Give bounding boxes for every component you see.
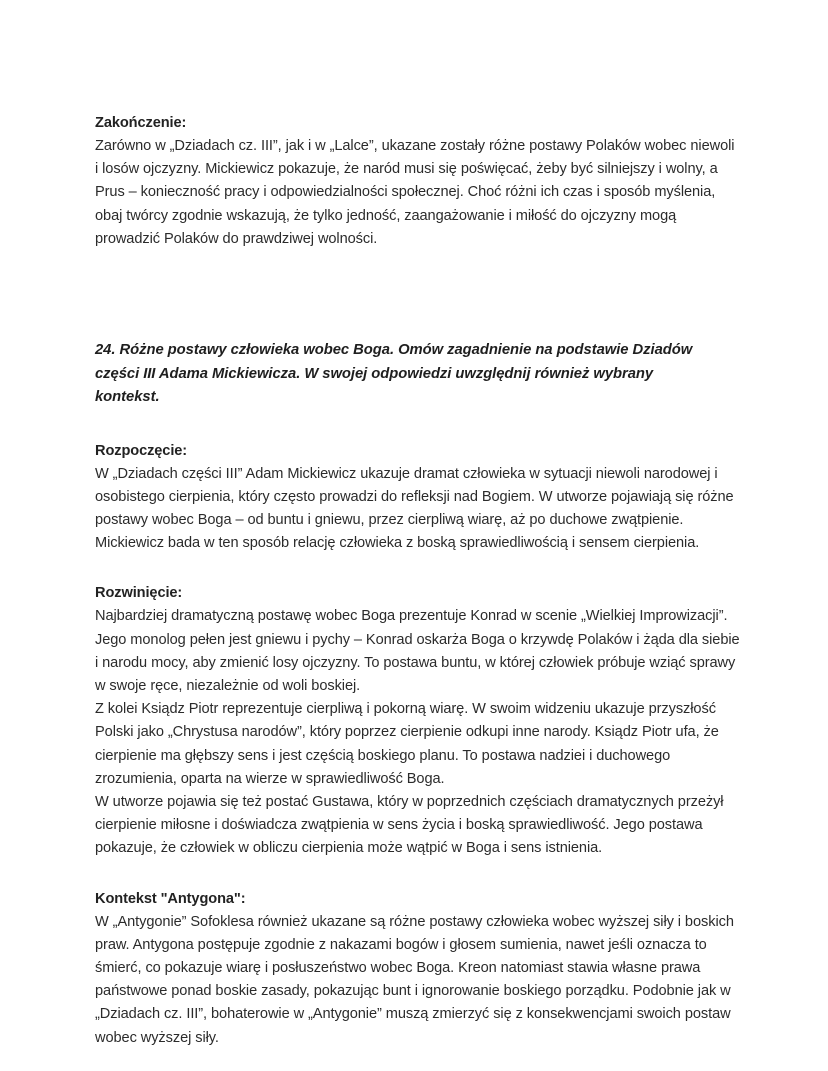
conclusion-paragraph: Zarówno w „Dziadach cz. III”, jak i w „Lalce”, ukazane zostały różne postawy Polaków wobec niewoli i losów ojczyzny. Mickiewicz pokazuje, że naród musi się poświęcać, żeby być silniejszy i wolny, a Prus – konieczność pracy i odpowiedzialności społecznej. Choć różni ich czas i sposób myślenia, obaj twórcy zgodnie wskazują, że tylko jedność, zaangażowanie i miłość do ojczyzny mogą prowadzić Polaków do prawdziwej wolności. xyxy=(95,138,735,247)
opening-paragraph: W „Dziadach części III” Adam Mickiewicz ukazuje dramat człowieka w sytuacji niewoli narodowej i osobistego cierpienia, który często prowadzi do refleksji nad Bogiem. W utworze pojawiają się różne postawy wobec Boga – od buntu i gniewu, przez cierpliwą wiarę, aż po duchowe zwątpienie. Mickiewicz bada w ten sposób relację człowieka z boską sprawiedliwością i sensem cierpienia. xyxy=(95,465,734,552)
conclusion-heading: Zakończenie: xyxy=(95,115,187,131)
document-content xyxy=(95,112,740,1050)
section-conclusion xyxy=(95,112,740,251)
development-heading: Rozwinięcie: xyxy=(95,585,183,602)
section-development xyxy=(95,582,740,860)
section-opening xyxy=(95,440,740,556)
spacer-before-context xyxy=(95,861,740,888)
context-heading: Kontekst "Antygona": xyxy=(95,890,246,907)
spacer-before-development xyxy=(95,555,740,582)
section-context xyxy=(95,888,740,1050)
spacer-before-opening xyxy=(95,410,740,440)
development-paragraph-1: Najbardziej dramatyczną postawę wobec Boga prezentuje Konrad w scenie „Wielkiej Improwizacji”. Jego monolog pełen jest gniewu i pychy – Konrad oskarża Boga o krzywdę Polaków i żąda dla siebie i narodu mocy, aby zmienić losy ojczyzny. To postawa buntu, w której człowiek próbuje wziąć sprawy w swoje ręce, niezależnie od woli boskiej. xyxy=(95,608,740,694)
spacer-before-question xyxy=(95,251,740,339)
section-question xyxy=(95,339,740,410)
development-paragraph-3: W utworze pojawia się też postać Gustawa, który w poprzednich częściach dramatycznych przeżył cierpienie miłosne i doświadcza zwątpienia w sens życia i boską sprawiedliwość. Jego postawa pokazuje, że człowiek w obliczu cierpienia może wątpić w Boga i sens istnienia. xyxy=(95,793,724,857)
development-paragraph-2: Z kolei Ksiądz Piotr reprezentuje cierpliwą i pokorną wiarę. W swoim widzeniu ukazuje przyszłość Polski jako „Chrystusa narodów”, który poprzez cierpienie odkupi inne narody. Ksiądz Piotr ufa, że cierpienie ma głębszy sens i jest częścią boskiego planu. To postawa nadziei i duchowego zrozumienia, oparta na wierze w sprawiedliwość Boga. xyxy=(95,701,719,787)
context-paragraph: W „Antygonie” Sofoklesa również ukazane są różne postawy człowieka wobec wyższej siły i boskich praw. Antygona postępuje zgodnie z nakazami bogów i głosem sumienia, nawet jeśli oznacza to śmierć, co pokazuje wiarę i posłuszeństwo wobec Boga. Kreon natomiast stawia własne prawa państwowe ponad boskie zasady, pokazując bunt i ignorowanie boskiego porządku. Podobnie jak w „Dziadach cz. III”, bohaterowie w „Antygonie” muszą zmierzyć się z konsekwencjami swoich postaw wobec wyższej siły. xyxy=(95,913,734,1046)
question-heading: 24. Różne postawy człowieka wobec Boga. Omów zagadnienie na podstawie Dziadów części III Adama Mickiewicza. W swojej odpowiedzi uwzględnij również wybrany kontekst. xyxy=(95,342,693,406)
opening-heading: Rozpoczęcie: xyxy=(95,442,188,459)
